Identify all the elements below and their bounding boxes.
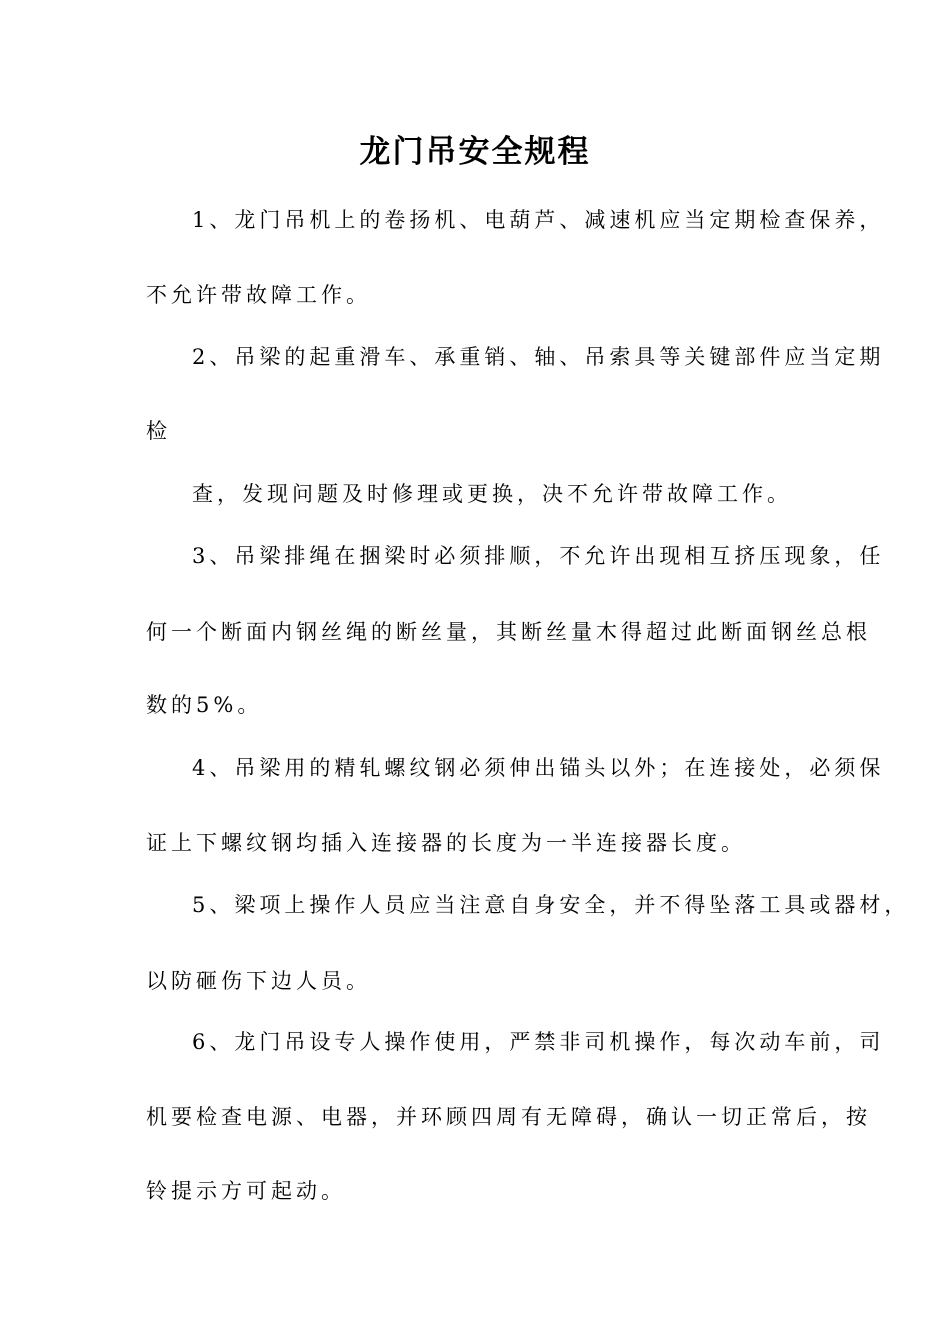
text-line: 数的5%。: [146, 693, 263, 717]
text-line: 铃提示方可起动。: [146, 1179, 346, 1203]
text-line: 1、龙门吊机上的卷扬机、电葫芦、减速机应当定期检查保养，: [192, 208, 885, 232]
text-line: 何一个断面内钢丝绳的断丝量，其断丝量木得超过此断面钢丝总根: [146, 620, 871, 644]
text-line: 检: [146, 419, 171, 443]
text-line: 5、梁项上操作人员应当注意自身安全，并不得坠落工具或器材，: [192, 893, 910, 917]
text-line: 不允许带故障工作。: [146, 283, 371, 307]
text-line: 6、龙门吊设专人操作使用，严禁非司机操作，每次动车前，司: [192, 1030, 885, 1054]
text-line: 机要检查电源、电器，并环顾四周有无障碍，确认一切正常后，按: [146, 1105, 871, 1129]
document-title: 龙门吊安全规程: [359, 134, 591, 170]
text-line: 3、吊梁排绳在捆梁时必须排顺，不允许出现相互挤压现象，任: [192, 544, 885, 568]
text-line: 2、吊梁的起重滑车、承重销、轴、吊索具等关键部件应当定期: [192, 345, 885, 369]
text-line: 4、吊梁用的精轧螺纹钢必须伸出锚头以外；在连接处，必须保: [192, 756, 885, 780]
text-line: 以防砸伤下边人员。: [146, 969, 371, 993]
text-line: 查，发现问题及时修理或更换，决不允许带故障工作。: [192, 482, 792, 506]
text-line: 证上下螺纹钢均插入连接器的长度为一半连接器长度。: [146, 831, 746, 855]
